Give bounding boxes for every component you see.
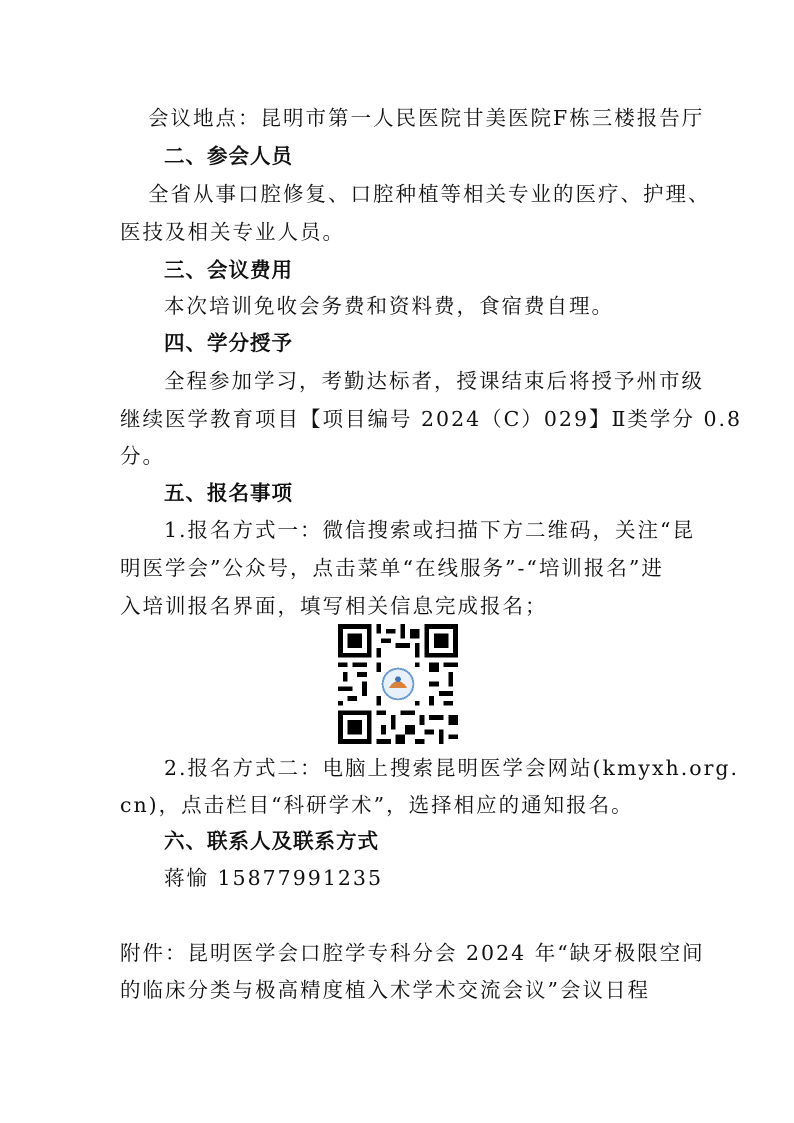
section-title-registration: 五、报名事项 [164, 481, 293, 505]
attachment-line-1: 附件：昆明医学会口腔学专科分会 2024 年“缺牙极限空间 [120, 941, 705, 965]
qr-code-icon[interactable] [338, 624, 458, 744]
attendees-line-2: 医技及相关专业人员。 [120, 220, 345, 244]
section-title-contact: 六、联系人及联系方式 [164, 829, 379, 853]
method1-line-1: 1.报名方式一：微信搜索或扫描下方二维码，关注“昆 [164, 518, 696, 542]
venue-line: 会议地点：昆明市第一人民医院甘美医院F栋三楼报告厅 [148, 106, 705, 130]
attachment-line-2: 的临床分类与极高精度植入术学术交流会议”会议日程 [120, 978, 650, 1002]
credits-line-3: 分。 [120, 444, 165, 468]
credits-line-2: 继续医学教育项目【项目编号 2024（C）029】Ⅱ类学分 0.8 [120, 407, 743, 431]
method2-line-2: cn)，点击栏目“科研学术”，选择相应的通知报名。 [120, 793, 634, 817]
section-title-attendees: 二、参会人员 [164, 144, 293, 168]
credits-line-1: 全程参加学习，考勤达标者，授课结束后将授予州市级 [164, 369, 704, 393]
fees-line: 本次培训免收会务费和资料费，食宿费自理。 [164, 294, 614, 318]
attendees-line-1: 全省从事口腔修复、口腔种植等相关专业的医疗、护理、 [148, 182, 711, 206]
contact-line: 蒋愉 15877991235 [164, 866, 383, 890]
section-title-fees: 三、会议费用 [164, 258, 293, 282]
method2-line-1: 2.报名方式二：电脑上搜索昆明医学会网站(kmyxh.org. [164, 756, 740, 780]
section-title-credits: 四、学分授予 [164, 331, 293, 355]
method1-line-2: 明医学会”公众号，点击菜单“在线服务”-“培训报名”进 [120, 556, 664, 580]
method1-line-3: 入培训报名界面，填写相关信息完成报名； [120, 594, 548, 618]
